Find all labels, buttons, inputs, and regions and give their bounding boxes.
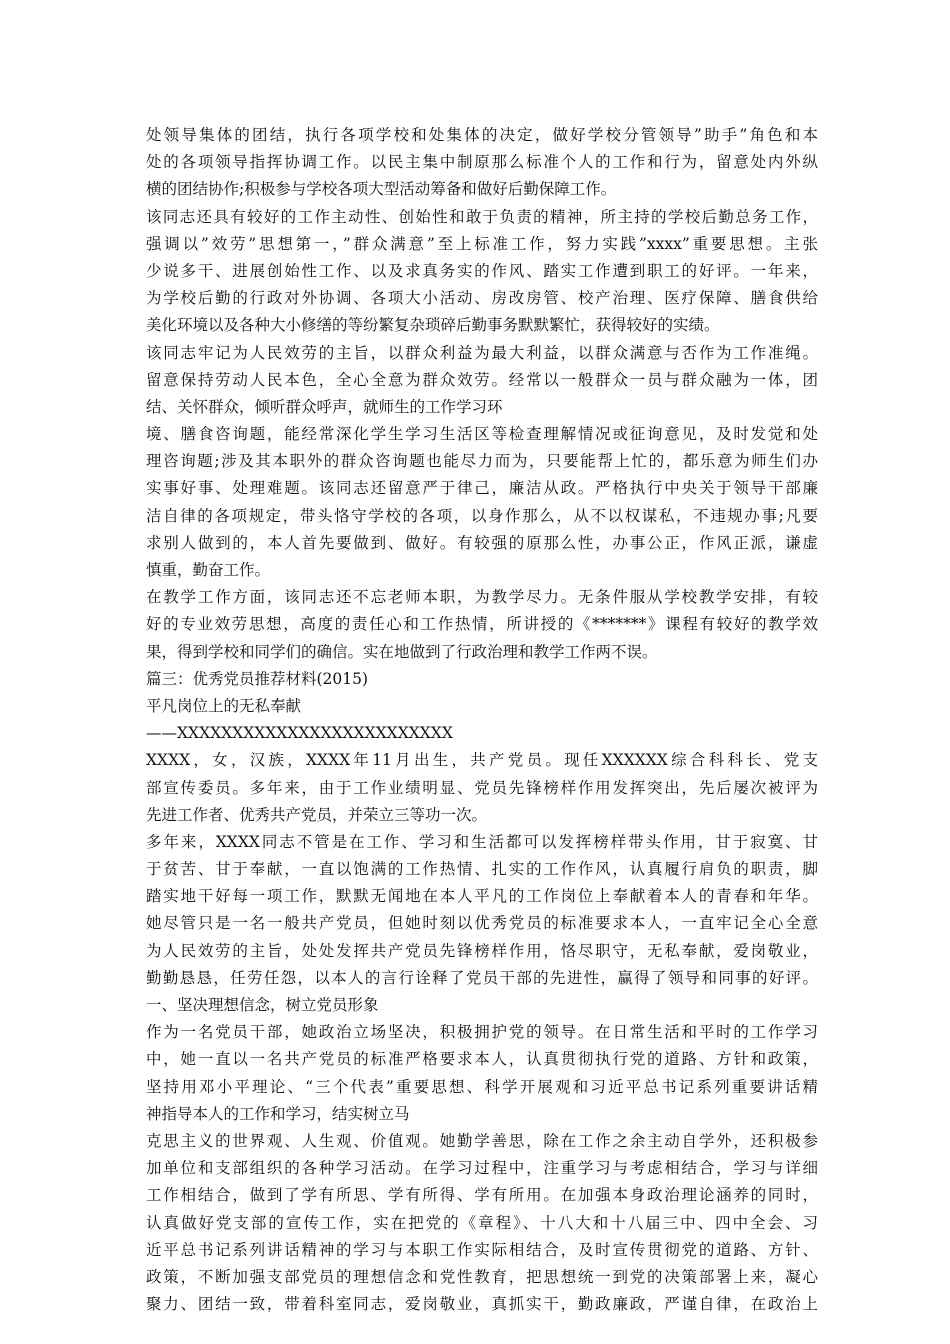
text-line: 多年来，XXXX同志不管是在工作、学习和生活都可以发挥榜样带头作用，甘于寂寞、甘 <box>146 832 818 851</box>
text-line: 克思主义的世界观、人生观、价值观。她勤学善思，除在工作之余主动自学外，还积极参 <box>146 1131 818 1150</box>
text-line: 篇三：优秀党员推荐材料(2015) <box>146 669 369 688</box>
text-line: 于贫苦、甘于奉献，一直以饱满的工作热情、扎实的工作作风，认真履行肩负的职责，脚 <box>146 860 818 879</box>
text-line: 好的专业效劳思想，高度的责任心和工作热情，所讲授的《*******》课程有较好的教学效 <box>146 615 818 634</box>
text-line: 聚力、团结一致，带着科室同志，爱岗敬业，真抓实干，勤政廉政，严谨自律，在政治上 <box>146 1295 818 1314</box>
text-line: 一、坚决理想信念，树立党员形象 <box>146 996 379 1014</box>
text-line: 坚持用邓小平理论、“三个代表”重要思想、科学开展观和习近平总书记系列重要讲话精 <box>146 1077 818 1096</box>
text-line: 踏实地干好每一项工作，默默无闻地在本人平凡的工作岗位上奉献着本人的青春和年华。 <box>146 887 818 906</box>
text-line: 她尽管只是一名一般共产党员，但她时刻以优秀党员的标准要求本人，一直牢记全心全意 <box>146 914 818 933</box>
text-line: 强调以”效劳”思想第一，”群众满意”至上标准工作，努力实践”xxxx”重要思想。主张 <box>146 234 818 253</box>
text-line: 少说多干、进展创始性工作、以及求真务实的作风、踏实工作遭到职工的好评。一年来， <box>146 261 818 280</box>
text-line: 该同志牢记为人民效劳的主旨，以群众利益为最大利益，以群众满意与否作为工作准绳。 <box>146 343 818 362</box>
text-line: 实事好事、处理难题。该同志还留意严于律己，廉洁从政。严格执行中央关于领导干部廉 <box>146 479 818 498</box>
text-line: 先进工作者、优秀共产党员，并荣立三等功一次。 <box>146 805 488 824</box>
text-line: 果，得到学校和同学们的确信。实在地做到了行政治理和教学工作两不误。 <box>146 642 658 661</box>
text-line: 横的团结协作;积极参与学校各项大型活动筹备和做好后勤保障工作。 <box>146 180 617 199</box>
text-line: 在教学工作方面，该同志还不忘老师本职，为教学尽力。无条件服从学校教学安排，有较 <box>146 588 818 607</box>
text-line: 神指导本人的工作和学习，结实树立马 <box>146 1104 410 1123</box>
text-line: 处领导集体的团结，执行各项学校和处集体的决定，做好学校分管领导”助手”角色和本 <box>146 126 818 144</box>
text-line: 该同志还具有较好的工作主动性、创始性和敢于负责的精神，所主持的学校后勤总务工作， <box>146 207 818 226</box>
text-line: 为学校后勤的行政对外协调、各项大小活动、房改房管、校产治理、医疗保障、膳食供给 <box>146 289 818 308</box>
text-line: 留意保持劳动人民本色，全心全意为群众效劳。经常以一般群众一员与群众融为一体，团 <box>146 370 818 389</box>
text-line: 作为一名党员干部，她政治立场坚决，积极拥护党的领导。在日常生活和平时的工作学习 <box>146 1023 818 1042</box>
document-page <box>146 122 818 1318</box>
text-line: 为人民效劳的主旨，处处发挥共产党员先锋榜样作用，恪尽职守，无私奉献，爱岗敬业， <box>146 941 818 960</box>
text-line: 平凡岗位上的无私奉献 <box>146 696 302 715</box>
text-line: 认真做好党支部的宣传工作，实在把党的《章程》、十八大和十八届三中、四中全会、习 <box>146 1213 818 1232</box>
text-line: 美化环境以及各种大小修缮的等纷繁复杂琐碎后勤事务默默繁忙，获得较好的实绩。 <box>146 316 720 335</box>
text-line: 工作相结合，做到了学有所思、学有所得、学有所用。在加强本身政治理论涵养的同时， <box>146 1186 818 1205</box>
text-line: 勤勤恳恳，任劳任怨，以本人的言行诠释了党员干部的先进性，赢得了领导和同事的好评。 <box>146 968 818 987</box>
text-line: 洁自律的各项规定，带头恪守学校的各项，以身作那么，从不以权谋私，不违规办事;凡要 <box>146 506 818 525</box>
text-line: ——XXXXXXXXXXXXXXXXXXXXXXXXX <box>146 724 453 743</box>
text-line: XXXX，女，汉族，XXXX年11月出生，共产党员。现任XXXXXX综合科科长、党支 <box>146 751 818 770</box>
text-line: 部宣传委员。多年来，由于工作业绩明显、党员先锋榜样作用发挥突出，先后屡次被评为 <box>146 778 818 797</box>
text-line: 结、关怀群众，倾听群众呼声，就师生的工作学习环 <box>146 397 503 416</box>
text-line: 慎重，勤奋工作。 <box>146 561 271 579</box>
text-line: 政策，不断加强支部党员的理想信念和党性教育，把思想统一到党的决策部署上来，凝心 <box>146 1267 818 1286</box>
text-line: 求别人做到的，本人首先要做到、做好。有较强的原那么性，办事公正，作风正派，谦虚 <box>146 533 818 552</box>
text-line: 加单位和支部组织的各种学习活动。在学习过程中，注重学习与考虑相结合，学习与详细 <box>146 1159 818 1178</box>
text-line: 近平总书记系列讲话精神的学习与本职工作实际相结合，及时宣传贯彻党的道路、方针、 <box>146 1240 818 1259</box>
text-line: 理咨询题;涉及其本职外的群众咨询题也能尽力而为，只要能帮上忙的，都乐意为师生们办 <box>146 452 818 471</box>
text-line: 处的各项领导指挥协调工作。以民主集中制原那么标准个人的工作和行为，留意处内外纵 <box>146 153 818 172</box>
text-line: 中，她一直以一名共产党员的标准严格要求本人，认真贯彻执行党的道路、方针和政策， <box>146 1050 818 1069</box>
text-line: 境、膳食咨询题，能经常深化学生学习生活区等检查理解情况或征询意见，及时发觉和处 <box>146 425 818 444</box>
